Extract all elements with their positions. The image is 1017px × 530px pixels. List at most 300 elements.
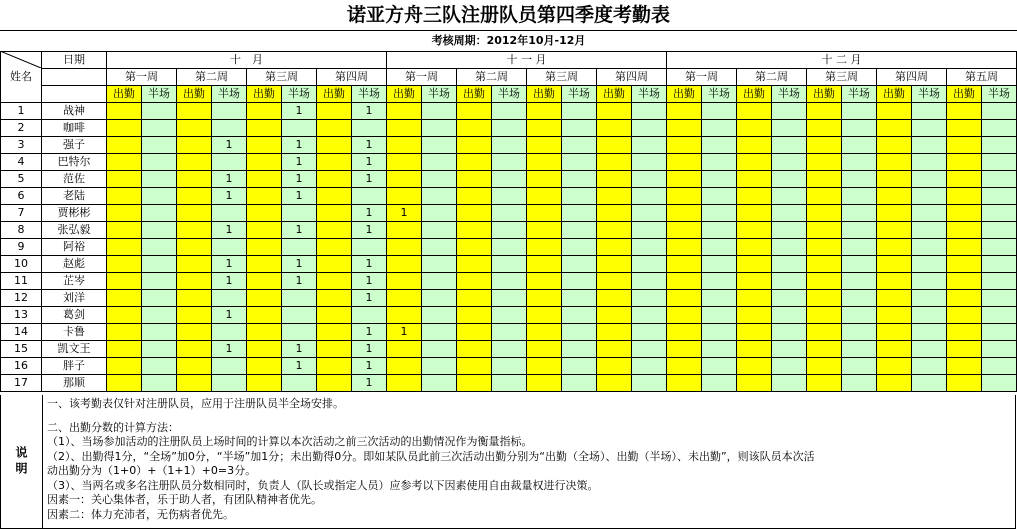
week-header: 第三周 [527,69,597,86]
half-cell [912,307,947,324]
half-cell: 1 [352,341,387,358]
attendance-cell [177,324,212,341]
half-cell [982,341,1017,358]
half-cell [702,273,737,290]
attendance-cell [597,358,632,375]
half-cell [562,290,597,307]
attendance-cell [527,120,562,137]
table-row [1,222,1017,239]
attendance-cell [947,239,982,256]
attendance-cell [597,324,632,341]
half-cell [632,171,667,188]
attendance-cell [807,290,842,307]
attendance-cell [247,358,282,375]
half-cell [492,375,527,392]
half-cell: 1 [282,341,317,358]
half-cell [702,324,737,341]
half-cell [632,205,667,222]
attendance-cell [947,154,982,171]
attendance-cell [597,307,632,324]
attendance-cell [807,120,842,137]
half-cell [142,154,177,171]
attendance-cell [177,120,212,137]
attendance-cell [807,239,842,256]
period-label: 考核周期：2012年10月-12月 [431,34,586,47]
half-cell [842,239,877,256]
half-cell [142,137,177,154]
note-line: 因素二：体力充沛者，无伤病者优先。 [47,507,234,521]
attendance-subheader: 出勤 [177,86,212,103]
half-cell [492,103,527,120]
attendance-cell [107,375,142,392]
attendance-cell [737,137,772,154]
attendance-cell [457,273,492,290]
attendance-subheader: 出勤 [737,86,772,103]
half-cell [982,103,1017,120]
half-cell [352,239,387,256]
attendance-cell [457,188,492,205]
half-cell [842,256,877,273]
attendance-subheader: 出勤 [107,86,142,103]
row-number: 9 [1,239,42,256]
notes-body [47,397,1011,522]
attendance-cell [107,256,142,273]
half-cell [842,222,877,239]
half-cell [562,205,597,222]
half-cell: 1 [352,154,387,171]
attendance-cell [667,375,702,392]
half-cell: 1 [212,222,247,239]
half-cell [632,324,667,341]
attendance-cell [107,222,142,239]
half-cell: 1 [282,358,317,375]
attendance-cell [877,358,912,375]
half-cell [422,290,457,307]
attendance-cell [247,137,282,154]
attendance-cell [597,239,632,256]
half-cell [912,324,947,341]
half-cell [842,324,877,341]
name-column-header: 姓名 [1,52,42,103]
attendance-cell [457,222,492,239]
table-row [1,239,1017,256]
attendance-subheader: 出勤 [947,86,982,103]
attendance-cell [597,103,632,120]
half-cell [142,358,177,375]
half-cell [702,137,737,154]
attendance-cell [317,375,352,392]
attendance-cell [737,239,772,256]
attendance-cell [737,256,772,273]
attendance-cell [457,239,492,256]
attendance-cell [667,307,702,324]
half-cell [282,205,317,222]
half-cell [562,324,597,341]
attendance-cell [527,222,562,239]
half-cell [492,324,527,341]
member-name: 老陆 [42,188,107,205]
attendance-cell [527,290,562,307]
half-cell [562,137,597,154]
attendance-subheader: 出勤 [597,86,632,103]
attendance-cell [387,256,422,273]
half-cell [842,273,877,290]
attendance-cell [247,154,282,171]
attendance-cell [667,239,702,256]
attendance-cell [527,205,562,222]
half-cell [772,358,807,375]
attendance-cell [317,222,352,239]
half-cell [702,239,737,256]
attendance-cell [807,137,842,154]
half-cell [982,324,1017,341]
half-cell [912,120,947,137]
attendance-cell [457,103,492,120]
attendance-cell [667,171,702,188]
month-header: 十 月 [107,52,387,69]
half-cell [772,222,807,239]
attendance-cell [107,103,142,120]
attendance-cell [877,290,912,307]
member-name: 赵彪 [42,256,107,273]
attendance-cell [247,341,282,358]
attendance-cell [667,324,702,341]
attendance-cell [597,375,632,392]
half-cell [632,222,667,239]
attendance-cell [737,358,772,375]
attendance-cell [247,222,282,239]
half-cell [702,307,737,324]
half-cell [702,120,737,137]
attendance-cell [247,307,282,324]
attendance-cell: 1 [387,205,422,222]
attendance-cell [877,120,912,137]
attendance-cell [667,120,702,137]
half-cell [562,375,597,392]
attendance-cell [317,307,352,324]
attendance-cell [177,341,212,358]
half-subheader: 半场 [212,86,247,103]
attendance-cell [947,205,982,222]
half-cell [282,307,317,324]
half-cell [492,222,527,239]
attendance-cell [457,154,492,171]
half-cell [492,188,527,205]
attendance-cell [947,222,982,239]
half-cell [702,290,737,307]
half-cell [702,222,737,239]
half-cell [982,375,1017,392]
attendance-cell [317,120,352,137]
attendance-cell [877,154,912,171]
attendance-cell [737,188,772,205]
attendance-cell: 1 [387,324,422,341]
half-cell [142,120,177,137]
half-cell [492,358,527,375]
attendance-cell [807,188,842,205]
member-name: 芷岑 [42,273,107,290]
attendance-cell [317,137,352,154]
member-name: 刘洋 [42,290,107,307]
member-name: 贾彬彬 [42,205,107,222]
half-cell [142,290,177,307]
table-row [1,120,1017,137]
half-cell [702,154,737,171]
half-cell [142,188,177,205]
attendance-cell [737,205,772,222]
week-header: 第四周 [317,69,387,86]
half-cell [982,239,1017,256]
attendance-cell [247,256,282,273]
attendance-cell [107,154,142,171]
half-cell: 1 [352,171,387,188]
attendance-cell [737,103,772,120]
attendance-cell [107,205,142,222]
attendance-cell [737,375,772,392]
attendance-cell [877,256,912,273]
attendance-cell [877,341,912,358]
attendance-cell [807,222,842,239]
week-header: 第二周 [177,69,247,86]
attendance-cell [247,120,282,137]
half-cell [422,256,457,273]
attendance-cell [317,103,352,120]
week-header: 第三周 [807,69,877,86]
attendance-cell [947,290,982,307]
attendance-cell [387,222,422,239]
half-cell [282,375,317,392]
half-cell [212,358,247,375]
week-header: 第一周 [107,69,177,86]
attendance-cell [457,137,492,154]
attendance-cell [737,171,772,188]
attendance-cell [877,239,912,256]
attendance-cell [317,188,352,205]
half-cell [632,154,667,171]
attendance-cell [947,273,982,290]
half-cell [982,120,1017,137]
half-cell [772,307,807,324]
half-cell: 1 [212,341,247,358]
attendance-cell [527,154,562,171]
half-cell [562,103,597,120]
attendance-cell [527,273,562,290]
row-number: 3 [1,137,42,154]
half-cell [282,120,317,137]
half-cell: 1 [212,188,247,205]
attendance-cell [597,290,632,307]
notes-label: 说明 [14,445,28,478]
half-cell [422,324,457,341]
attendance-cell [247,324,282,341]
half-cell [282,290,317,307]
attendance-cell [667,154,702,171]
attendance-cell [947,375,982,392]
half-cell [772,171,807,188]
attendance-cell [527,137,562,154]
attendance-cell [947,256,982,273]
half-cell [422,205,457,222]
half-cell: 1 [282,137,317,154]
half-cell [562,188,597,205]
attendance-cell [247,171,282,188]
half-cell [982,358,1017,375]
attendance-cell [177,103,212,120]
half-cell [422,188,457,205]
half-cell [492,154,527,171]
attendance-cell [247,103,282,120]
attendance-cell [457,171,492,188]
half-cell [282,324,317,341]
week-header: 第三周 [247,69,317,86]
half-cell [492,205,527,222]
half-subheader: 半场 [422,86,457,103]
attendance-cell [457,358,492,375]
attendance-cell [457,120,492,137]
half-cell: 1 [212,256,247,273]
attendance-cell [667,188,702,205]
attendance-cell [247,188,282,205]
half-cell [842,375,877,392]
half-cell [212,205,247,222]
half-subheader: 半场 [632,86,667,103]
half-cell [772,273,807,290]
half-cell [562,256,597,273]
row-number: 2 [1,120,42,137]
half-cell [702,341,737,358]
half-cell [912,103,947,120]
half-cell [562,120,597,137]
half-cell [912,358,947,375]
row-number: 14 [1,324,42,341]
half-cell [632,256,667,273]
attendance-cell [597,341,632,358]
attendance-cell [807,205,842,222]
table-row [1,358,1017,375]
half-cell [842,290,877,307]
row-number: 11 [1,273,42,290]
half-cell [982,273,1017,290]
half-cell: 1 [352,358,387,375]
notes-label-cell [1,395,43,528]
week-header: 第五周 [947,69,1017,86]
attendance-cell [877,375,912,392]
half-cell [912,154,947,171]
attendance-cell [737,273,772,290]
half-cell [142,307,177,324]
attendance-subheader: 出勤 [877,86,912,103]
attendance-cell [387,375,422,392]
half-cell [632,120,667,137]
attendance-cell [107,171,142,188]
attendance-cell [457,290,492,307]
table-row [1,307,1017,324]
attendance-cell [457,375,492,392]
note-line: （1）、当场参加活动的注册队员上场时间的计算以本次活动之前三次活动的出勤情况作为衡量指标。 [47,435,533,448]
half-cell [912,222,947,239]
half-cell [772,137,807,154]
half-cell [912,273,947,290]
member-name: 范佐 [42,171,107,188]
half-cell [492,307,527,324]
half-cell [632,307,667,324]
table-row [1,188,1017,205]
half-cell [212,154,247,171]
half-subheader: 半场 [702,86,737,103]
attendance-cell [877,137,912,154]
half-cell: 1 [352,256,387,273]
half-cell [982,256,1017,273]
attendance-cell [247,273,282,290]
half-cell: 1 [212,307,247,324]
attendance-cell [947,358,982,375]
attendance-cell [527,375,562,392]
attendance-cell [527,307,562,324]
note-line: （2）、出勤得1分，“全场”加0分，“半场”加1分；未出勤得0分。即如某队员此前三次活动出勤分别为“出勤（全场）、出勤（半场）、未出勤”，则该队员本次活 [47,449,815,463]
half-subheader: 半场 [492,86,527,103]
half-cell [212,103,247,120]
attendance-cell [107,307,142,324]
attendance-cell [807,358,842,375]
attendance-cell [457,205,492,222]
attendance-cell [387,307,422,324]
half-cell: 1 [282,188,317,205]
attendance-cell [947,341,982,358]
half-cell [212,239,247,256]
half-cell [702,171,737,188]
attendance-cell [177,188,212,205]
attendance-cell [317,171,352,188]
attendance-cell [457,324,492,341]
attendance-subheader: 出勤 [667,86,702,103]
attendance-cell [387,341,422,358]
half-cell [842,103,877,120]
attendance-cell [387,290,422,307]
attendance-subheader: 出勤 [317,86,352,103]
notes-spacer [47,412,1011,421]
half-cell [772,103,807,120]
attendance-cell [877,205,912,222]
half-cell [422,239,457,256]
half-cell [702,188,737,205]
blank-cell [42,86,107,103]
half-cell [492,239,527,256]
half-cell [632,341,667,358]
attendance-cell [807,273,842,290]
half-cell [632,358,667,375]
half-cell: 1 [352,103,387,120]
half-subheader: 半场 [142,86,177,103]
table-row [1,137,1017,154]
half-cell [422,120,457,137]
half-cell [212,324,247,341]
week-header: 第一周 [387,69,457,86]
attendance-cell [177,137,212,154]
attendance-cell [597,120,632,137]
half-cell [422,222,457,239]
attendance-cell [177,222,212,239]
attendance-cell [387,154,422,171]
attendance-cell [247,375,282,392]
attendance-cell [177,290,212,307]
attendance-cell [317,341,352,358]
attendance-cell [107,120,142,137]
attendance-cell [807,341,842,358]
attendance-cell [247,239,282,256]
half-cell: 1 [282,256,317,273]
half-cell: 1 [352,375,387,392]
attendance-cell [527,188,562,205]
